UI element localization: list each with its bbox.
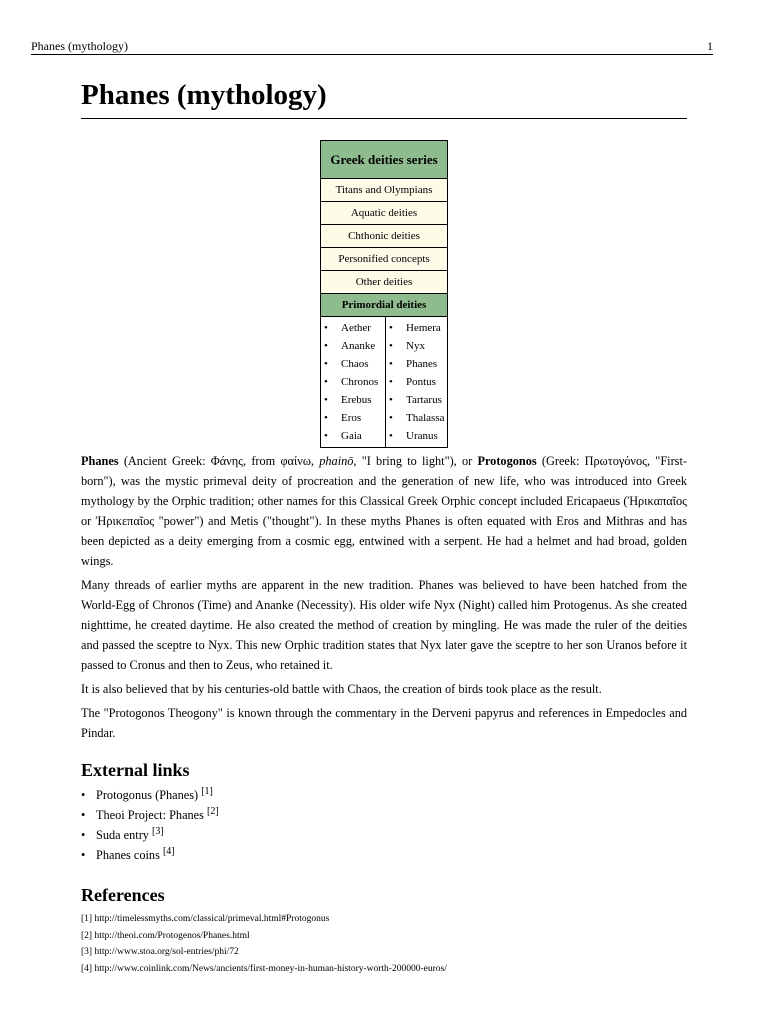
external-link[interactable]: Suda entry (96, 828, 149, 842)
deity-link[interactable]: • Nyx (388, 337, 447, 355)
infobox-link-aquatic[interactable]: Aquatic deities (321, 202, 448, 225)
deity-link[interactable]: • Ananke (323, 337, 385, 355)
term-phaino: phainō (319, 454, 354, 468)
infobox-link-personified[interactable]: Personified concepts (321, 248, 448, 271)
deity-link[interactable]: • Uranus (388, 427, 447, 445)
ref-marker[interactable]: [2] (207, 806, 219, 817)
external-link-item (81, 784, 681, 804)
reference-item[interactable]: [1] http://timelessmyths.com/classical/primeval.html#Protogonus (81, 914, 330, 924)
ref-marker[interactable]: [1] (201, 786, 213, 797)
deity-link[interactable]: • Hemera (388, 319, 447, 337)
infobox-deity-lists (321, 317, 448, 448)
body-paragraph: The "Protogonos Theogony" is known through the commentary in the Derveni papyrus and references in Empedocles and Pindar. (81, 706, 687, 740)
deity-list-right (386, 317, 447, 447)
body-paragraph: It is also believed that by his centuries-old battle with Chaos, the creation of birds took place as the result. (81, 682, 602, 696)
infobox-title: Greek deities series (321, 141, 448, 179)
intro-text: , "I bring to light"), or (353, 454, 478, 468)
external-link[interactable]: Protogonus (Phanes) (96, 788, 199, 802)
ref-marker[interactable]: [3] (152, 826, 164, 837)
running-title: Phanes (mythology) (31, 39, 128, 53)
article-body (81, 451, 687, 747)
external-link-item (81, 804, 681, 824)
external-links-list (81, 784, 681, 864)
running-header (31, 38, 713, 55)
term-phanes: Phanes (81, 454, 119, 468)
deity-list-left (321, 317, 386, 447)
intro-paragraph (81, 451, 687, 571)
infobox-subheading: Primordial deities (321, 294, 448, 317)
infobox-link-other[interactable]: Other deities (321, 271, 448, 294)
reference-item[interactable]: [4] http://www.coinlink.com/News/ancients/first-money-in-human-history-worth-200000-euros/ (81, 963, 447, 974)
term-protogonos: Protogonos (477, 454, 537, 468)
infobox (320, 140, 448, 448)
deity-link[interactable]: • Aether (323, 319, 385, 337)
deity-link[interactable]: • Gaia (323, 427, 385, 445)
reference-item[interactable]: [2] http://theoi.com/Protogenos/Phanes.html (81, 930, 250, 941)
deity-link[interactable]: • Eros (323, 409, 385, 427)
deity-link[interactable]: • Erebus (323, 391, 385, 409)
body-paragraph: Many threads of earlier myths are apparent in the new tradition. Phanes was believed to have been hatched from the World-Egg of Chronos (Time) and Ananke (Necessity). His older wife Nyx (Night) called him Protogenus. As she created nighttime, he created daytime. He also created the method of creation by mingling. He was made the ruler of the deities and passed the sceptre to Nyx. This new Orphic tradition states that Nyx later gave the sceptre to her son Uranos before it passed to Cronus and then to Zeus, who retained it. (81, 578, 687, 672)
page-title: Phanes (mythology) (81, 76, 687, 119)
deity-link[interactable]: • Phanes (388, 355, 447, 373)
references-heading: References (81, 885, 165, 905)
deity-link[interactable]: • Thalassa (388, 409, 447, 427)
deity-link[interactable]: • Tartarus (388, 391, 447, 409)
external-link[interactable]: Theoi Project: Phanes (96, 808, 204, 822)
deity-link[interactable]: • Pontus (388, 373, 447, 391)
infobox-link-chthonic[interactable]: Chthonic deities (321, 225, 448, 248)
deity-link[interactable]: • Chaos (323, 355, 385, 373)
external-link-item (81, 844, 681, 864)
references-list (81, 911, 701, 977)
reference-item[interactable]: [3] http://www.stoa.org/sol-entries/phi/72 (81, 947, 239, 957)
intro-text: (Greek: Πρωτογόνος, "First-born"), was the mystic primeval deity of procreation and the generation of new life, who was introduced into Greek mythology by the Orphic tradition; other names for this Classical Greek Orphic concept included Ericapaeus (Ἠρικαπαῖος or Ἠρικεπαῖος "power") and Metis ("thought"). In these myths Phanes is often equated with Eros and Mithras and has been depicted as a deity emerging from a cosmic egg, entwined with a serpent. He had a helmet and had broad, golden wings. (81, 454, 687, 568)
infobox-link-titans[interactable]: Titans and Olympians (321, 179, 448, 202)
deity-link[interactable]: • Chronos (323, 373, 385, 391)
external-link[interactable]: Phanes coins (96, 848, 160, 862)
external-link-item (81, 824, 681, 844)
intro-text: (Ancient Greek: Φάνης, from φαίνω, (118, 454, 320, 468)
external-links-heading: External links (81, 760, 190, 780)
ref-marker[interactable]: [4] (162, 846, 175, 857)
page-number: 1 (707, 39, 713, 53)
